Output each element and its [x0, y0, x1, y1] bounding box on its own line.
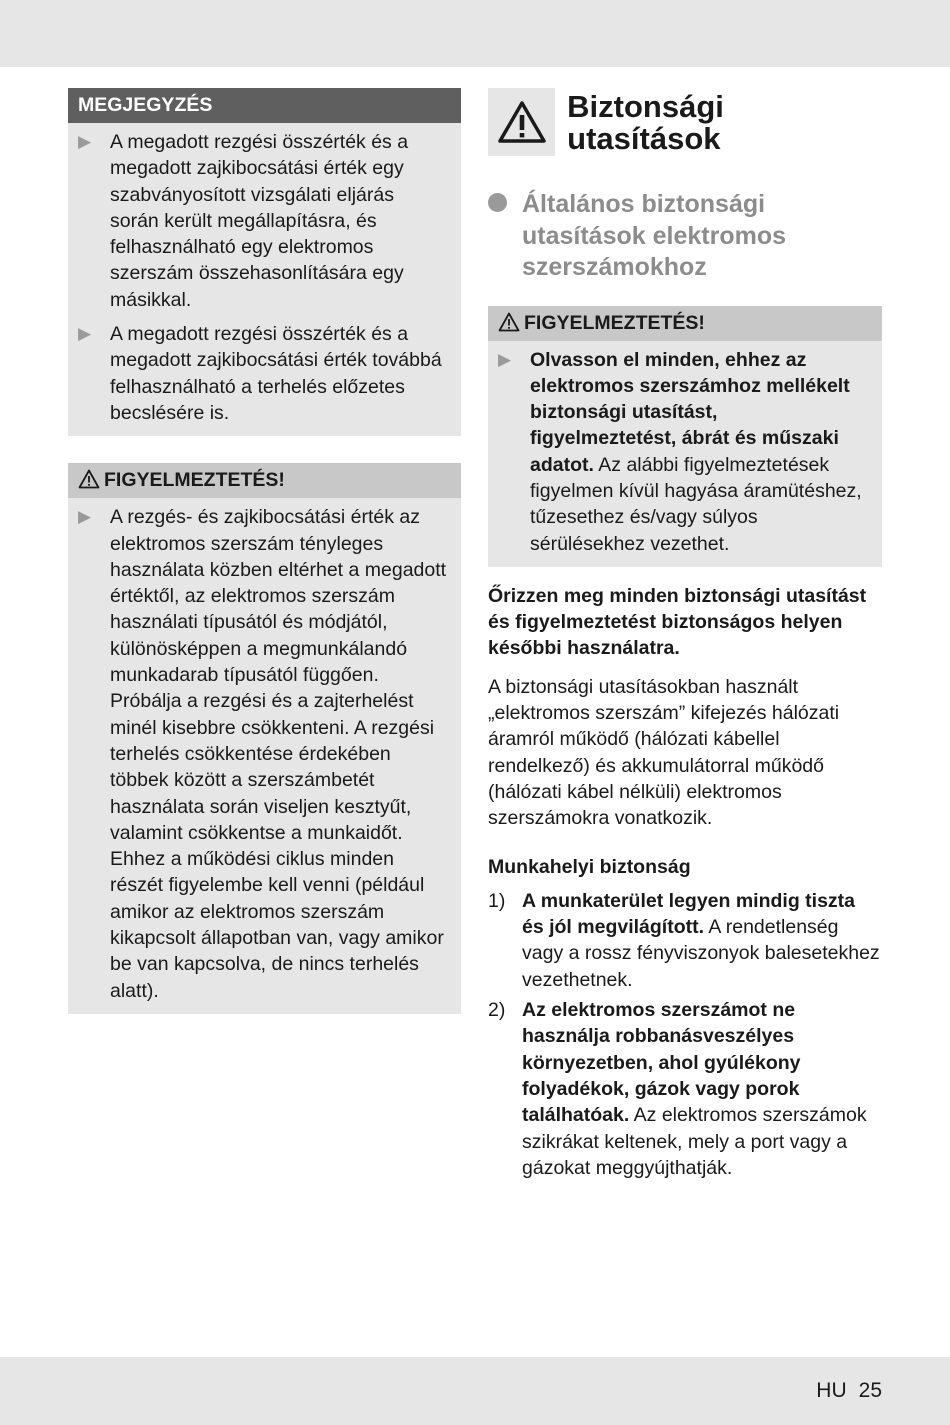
list-item: [78, 321, 447, 426]
triangle-bullet-icon: ▶: [498, 349, 512, 369]
warning-icon: [78, 466, 100, 501]
footer-band: [0, 1357, 950, 1425]
list-item: [498, 347, 868, 557]
section-heading-text: Általános biztonsági utasítások elektromos szerszámokhoz: [522, 190, 786, 281]
language-code: HU: [816, 1379, 847, 1402]
warning-title-text: FIGYELMEZTETÉS!: [524, 311, 705, 334]
item-text: [522, 997, 882, 1181]
warning-plain-text: Az alábbi figyelmeztetések figyelmen kívül hagyása áramütéshez, tűzesethez és/vagy súlyos sérülésekhez vezethet.: [530, 453, 862, 555]
definition-paragraph: A biztonsági utasításokban használt „elektromos szerszám” kifejezés hálózati áramról működő (hálózati kábellel rendelkező) és akkumulátorral működő (hálózati kábel nélküli) elektromos szerszámokra vonatkozik.: [488, 675, 840, 830]
keep-instructions: Őrizzen meg minden biztonsági utasítást és figyelmeztetést biztonságos helyen későbbi használatra.: [488, 584, 867, 660]
item-plain-text: Az elektromos szerszámok szikrákat keltenek, mely a port vagy a gázokat meggyújthatják.: [522, 1104, 867, 1179]
item-text: [522, 888, 882, 993]
warning-bold-text: Olvasson el minden, ehhez az elektromos szerszámhoz mellékelt biztonsági utasítást, figyelmeztetést, ábrát és műszaki adatot.: [530, 348, 850, 476]
section-heading: [488, 189, 882, 284]
triangle-bullet-icon: ▶: [78, 324, 92, 344]
triangle-bullet-icon: ▶: [78, 507, 92, 527]
right-column: [488, 88, 882, 1181]
warning-box-title: [68, 463, 461, 498]
list-item: [78, 129, 447, 313]
bullet-dot-icon: [488, 189, 522, 284]
triangle-bullet-icon: ▶: [78, 132, 92, 151]
warning-icon: [498, 309, 520, 344]
list-item: [78, 504, 447, 1004]
warning-icon: [488, 88, 555, 156]
page-footer: [816, 1379, 882, 1403]
warning-item-text: [530, 347, 868, 557]
header-band: [0, 0, 950, 67]
warning-box-title: [488, 306, 882, 341]
left-column: [68, 88, 461, 1014]
item-number: 1): [488, 889, 506, 912]
warning-title-text: FIGYELMEZTETÉS!: [104, 469, 285, 492]
note-item-text: A megadott rezgési összérték és a megadott zajkibocsátási érték továbbá felhasználható a terhelés előzetes becslésére is.: [110, 323, 442, 424]
item-plain-text: A rendetlenség vagy a rossz fényviszonyok balesetekhez vezethetnek.: [522, 916, 880, 991]
item-bold-text: Az elektromos szerszámot ne használja robbanásveszélyes környezetben, ahol gyúlékony folyadékok, gázok vagy porok találhatóak.: [522, 999, 801, 1127]
page-title: Biztonsági utasítások: [567, 89, 724, 156]
title-block: [488, 88, 882, 158]
item-number: 2): [488, 999, 506, 1022]
page-number: 25: [858, 1379, 882, 1402]
note-box-title: MEGJEGYZÉS: [68, 88, 461, 123]
numbered-item: [488, 997, 882, 1181]
note-item-text: A megadott rezgési összérték és a megadott zajkibocsátási érték egy szabványosított vizsgálati eljárás során került megállapításra, és felhasználható egy elektromos szerszám összehasonlítására egy másikkal.: [110, 131, 409, 311]
warning-box-left: [68, 463, 461, 1014]
warning-item-text: A rezgés- és zajkibocsátási érték az elektromos szerszám tényleges használata közben eltérhet a megadott értéktől, az elektromos szerszám használati típusától és módjától, különösképpen a megmunkálandó munkadarab típusától függően. Próbálja a rezgési és a zajterhelést minél kisebbre csökkenteni. A rezgési terhelés csökkentése érdekében többek között a szerszámbetét használata során viseljen kesztyűt, valamint csökkentse a munkaidőt. Ehhez a működési ciklus minden részét figyelembe kell venni (például amikor az elektromos szerszám kikapcsolt állapotban van, vagy amikor be van kapcsolva, de nincs terhelés alatt).: [110, 506, 447, 1002]
numbered-item: [488, 888, 882, 993]
warning-box-right: [488, 306, 882, 567]
item-bold-text: A munkaterület legyen mindig tiszta és jól megvilágított.: [522, 889, 856, 939]
note-box: [68, 88, 461, 436]
workplace-heading: Munkahelyi biztonság: [488, 855, 691, 878]
